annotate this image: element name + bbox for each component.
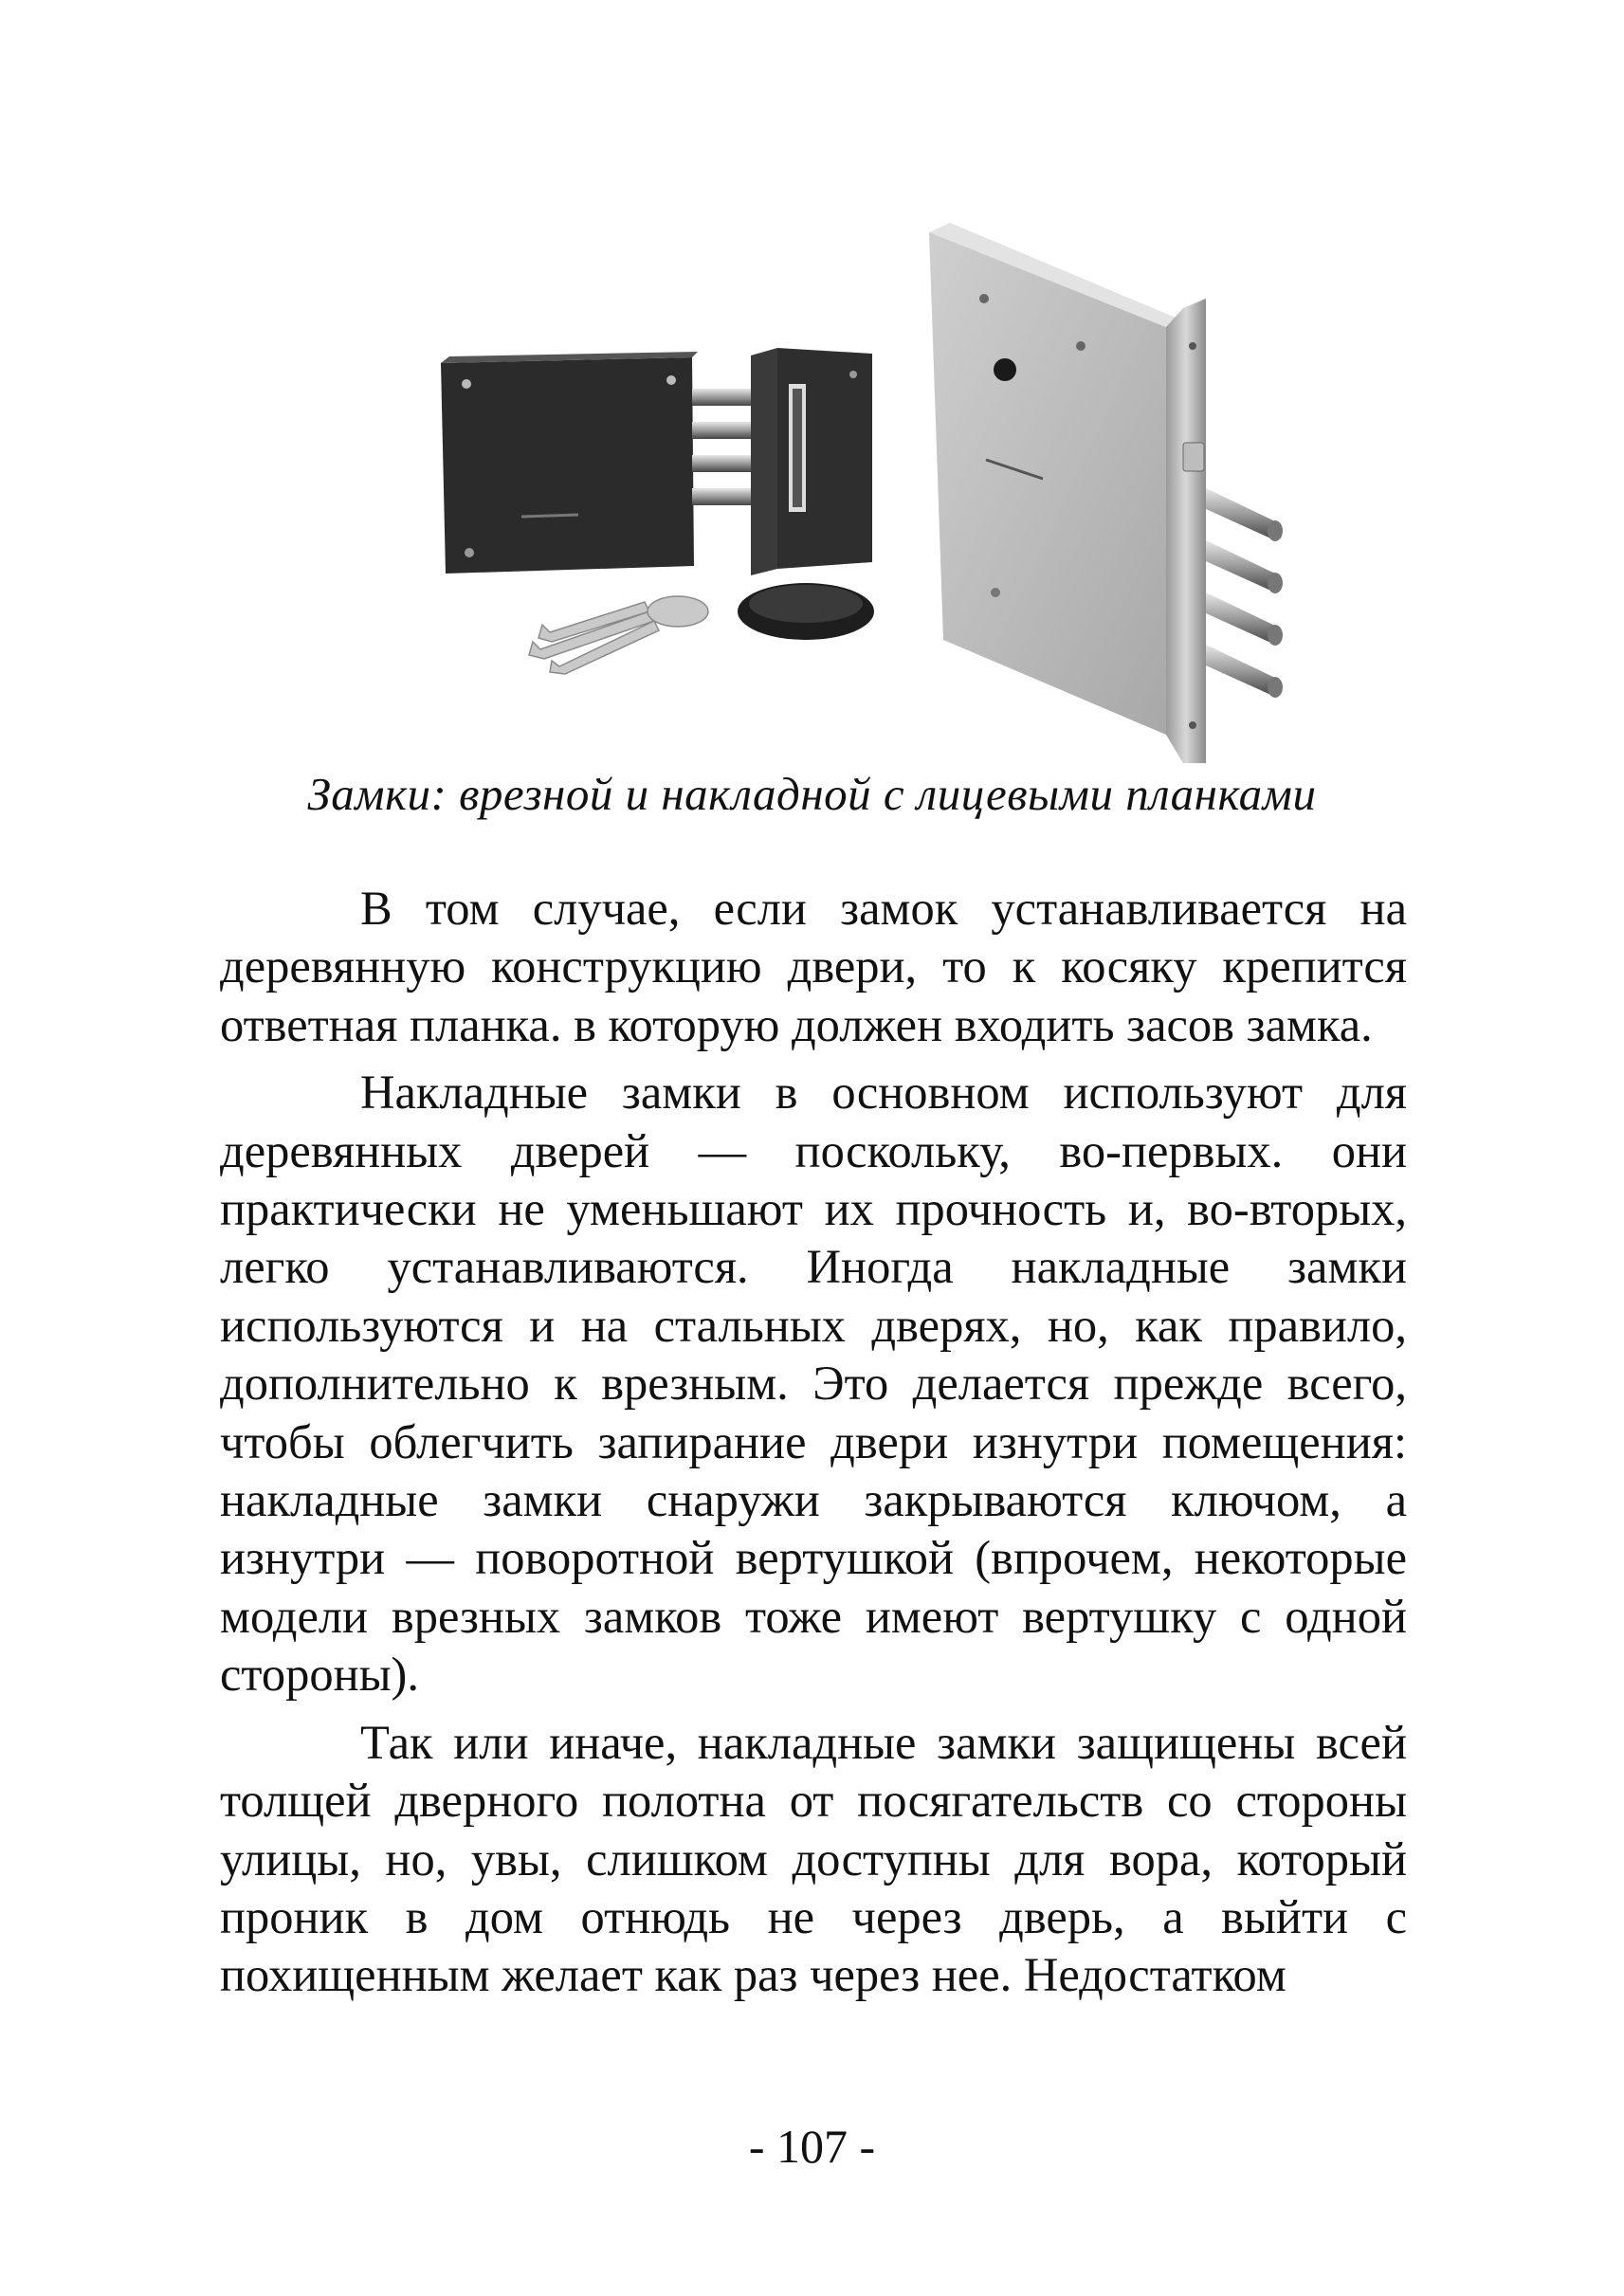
mortise-lock-illustration <box>929 223 1283 763</box>
rim-lock-illustration <box>441 348 874 674</box>
paragraph: В том случае, если замок устанавливается на деревянную конструкцию двери, то к косяку крепится ответная планка. в которую должен входить засов замка. <box>220 882 1407 1051</box>
body-text <box>220 880 1407 2014</box>
lock-photo <box>417 194 1289 763</box>
paragraph: Так или иначе, накладные замки защищены всей толщей дверного полотна от посягательств со стороны улицы, но, увы, слишком доступны для вора, который проник в дом отнюдь не через дверь, а выйти с похищенным желает как раз через нее. Недостатком <box>220 1715 1407 2002</box>
page-number: - 107 - <box>748 2120 876 2173</box>
figure-caption: Замки: врезной и накладной с лицевыми планками <box>307 768 1317 820</box>
paragraph: Накладные замки в основном используют для деревянных дверей — поскольку, во-первых. они практически не уменьшают их прочность и, во-вторых, легко устанавливаются. Иногда накладные замки используются и на стальных дверях, но, как правило, дополнительно к врезным. Это делается прежде всего, чтобы облегчить запирание двери изнутри помещения: накладные замки снаружи закрываются ключом, а изнутри — поворотной вертушкой (впрочем, некоторые модели врезных замков тоже имеют вертушку с одной стороны). <box>220 1066 1407 1702</box>
